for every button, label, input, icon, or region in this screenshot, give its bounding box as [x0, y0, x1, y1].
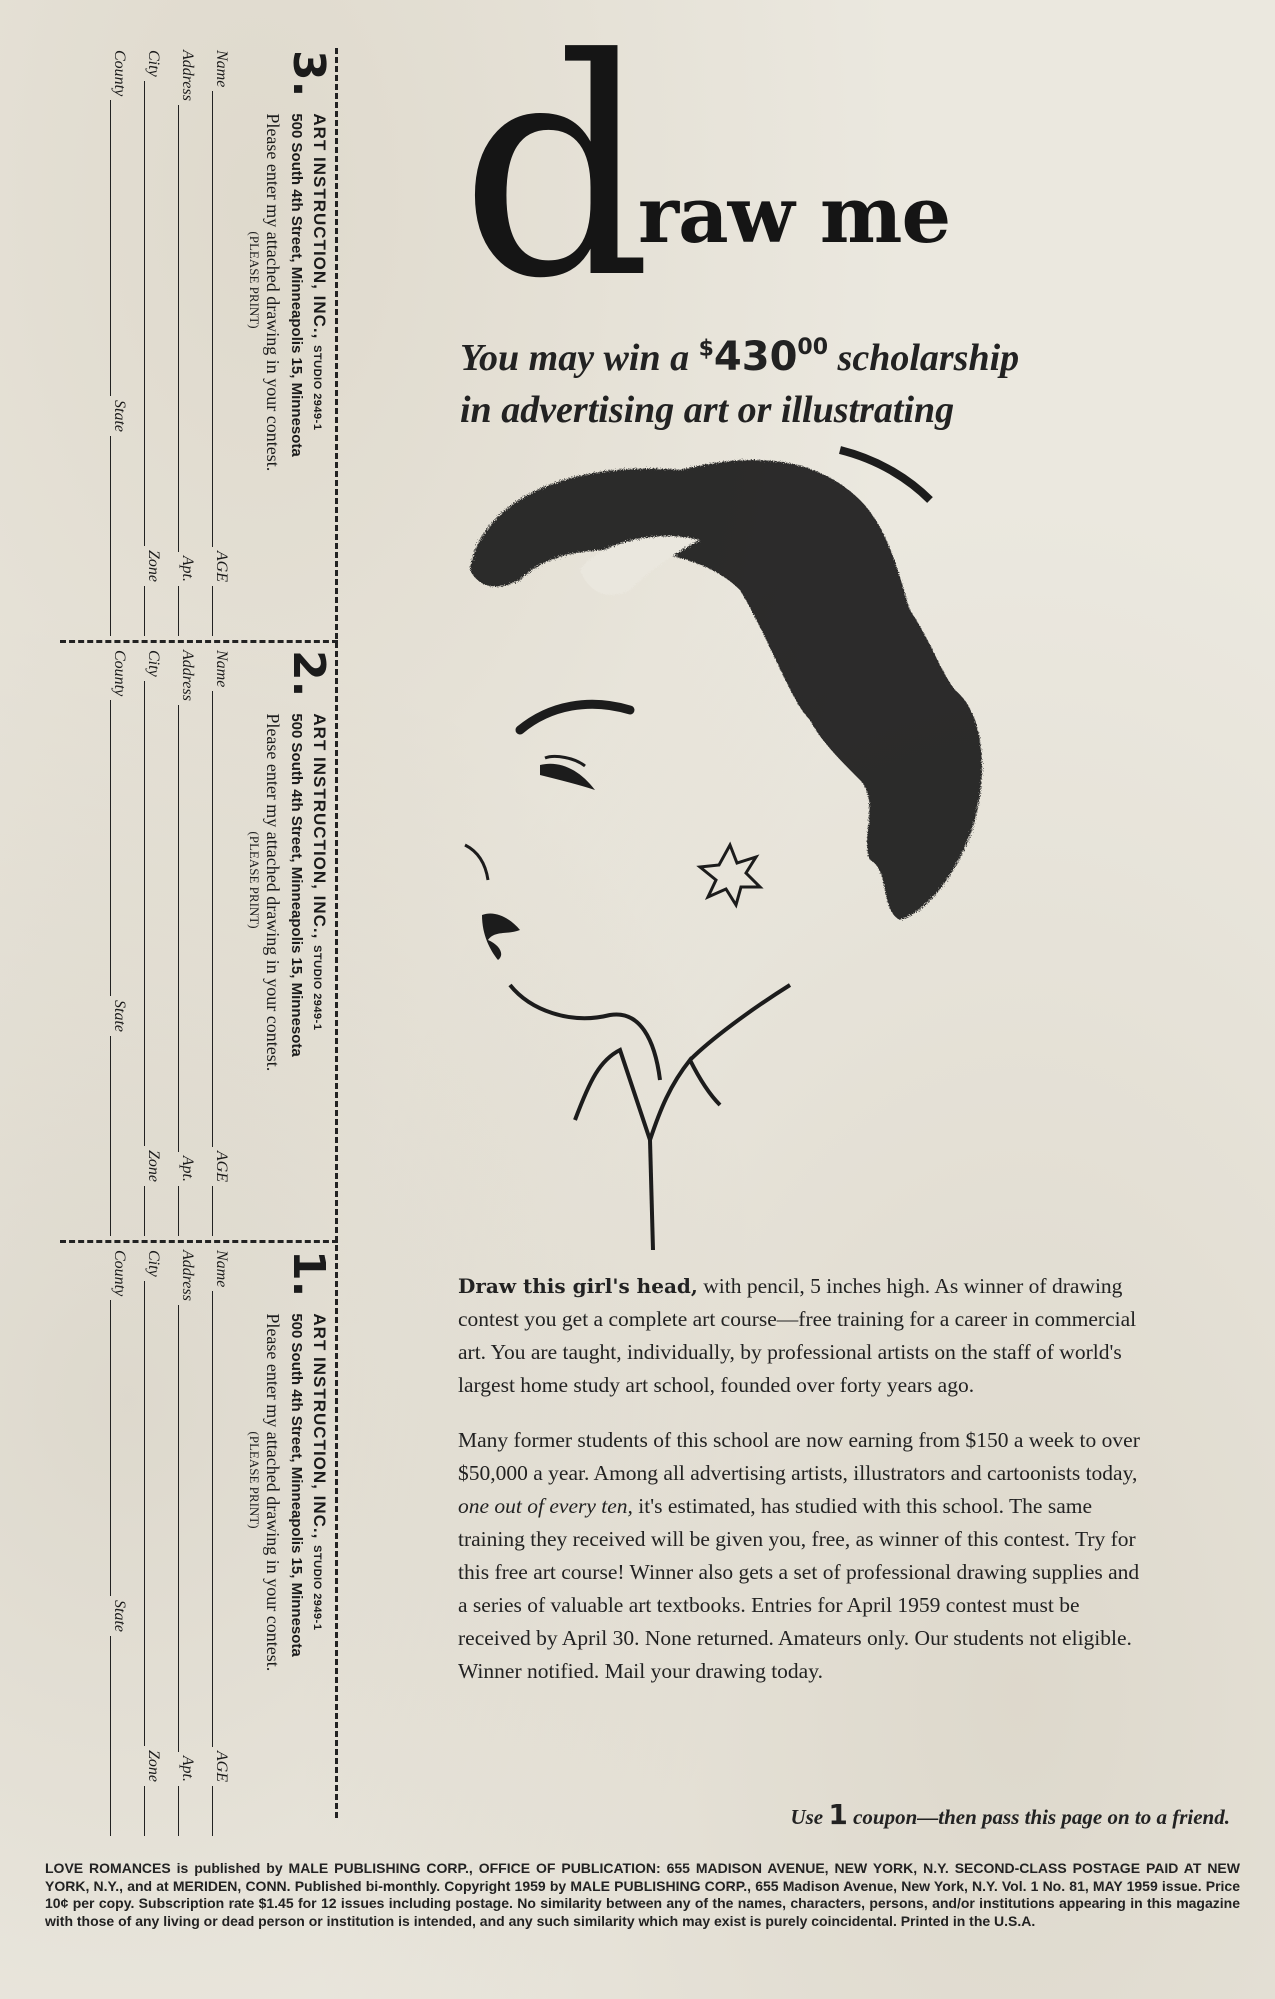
- hair-strand: [840, 450, 930, 500]
- studio-code: STUDIO 2949-1: [311, 345, 323, 431]
- city-field[interactable]: [144, 81, 163, 546]
- state-label: State: [111, 1000, 128, 1032]
- collar-line: [690, 985, 790, 1060]
- eye: [540, 764, 595, 790]
- print-note: (PLEASE PRINT): [247, 1431, 262, 1529]
- neck-center-line: [650, 1140, 653, 1250]
- lips: [482, 913, 520, 960]
- headline: [460, 0, 1240, 344]
- amount-cents: 00: [797, 335, 829, 360]
- paragraph-2: [458, 1424, 1148, 1688]
- address-field[interactable]: [178, 1305, 197, 1752]
- coupon-company: [306, 713, 330, 1071]
- coupon-instruction: Please enter my attached drawing in your contest.: [263, 1313, 283, 1672]
- coupon-content: [60, 1250, 334, 1840]
- company-name: ART INSTRUCTION, INC.,: [310, 113, 329, 340]
- address-row: [178, 650, 208, 1240]
- county-row: [110, 50, 140, 640]
- studio-code: STUDIO 2949-1: [311, 945, 323, 1031]
- apt-label: Apt.: [179, 555, 196, 582]
- lead-text: Draw this girl's head,: [458, 1274, 698, 1298]
- name-field[interactable]: [212, 691, 231, 1147]
- name-field[interactable]: [212, 1291, 231, 1747]
- zone-label: Zone: [145, 550, 162, 582]
- subheadline: [460, 322, 1260, 436]
- company-name: ART INSTRUCTION, INC.,: [310, 713, 329, 940]
- state-label: State: [111, 1600, 128, 1632]
- apt-label: Apt.: [179, 1155, 196, 1182]
- cut-line-horizontal: [60, 1240, 338, 1243]
- zone-label: Zone: [145, 1150, 162, 1182]
- use-coupon-number: 1: [828, 1798, 848, 1831]
- zone-field[interactable]: [144, 1186, 163, 1236]
- name-age-row: [212, 650, 242, 1240]
- name-age-row: [212, 1250, 242, 1840]
- city-row: [144, 50, 174, 640]
- print-note: (PLEASE PRINT): [247, 831, 262, 929]
- coupon-company: [306, 1313, 330, 1671]
- age-label: AGE: [213, 550, 230, 582]
- age-field[interactable]: [212, 586, 231, 636]
- amount-value: 430: [713, 334, 798, 380]
- cut-line-vertical: [335, 48, 338, 1818]
- publication-footer: LOVE ROMANCES is published by MALE PUBLISHING CORP., OFFICE OF PUBLICATION: 655 MADISON AVENUE, NEW YORK, N.Y. SECOND-CLASS POSTAGE PAID AT NEW YORK, N.Y., and at MERIDEN, CONN. Published bi-monthly. Copyright 1959 by MALE PUBLISHING CORP., 655 Madison Avenue, New York, N.Y. Vol. 1 No. 81, MAY 1959 issue. Price 10¢ per copy. Subscription rate $1.45 for 12 issues including postage. No similarity between any of the names, characters, persons, and/or institutions appearing in this magazine with those of any living or dead person or institution is intended, and any such similarity which may exist is purely coincidental. Printed in the U.S.A.: [45, 1860, 1240, 1929]
- address-row: [178, 50, 208, 640]
- city-row: [144, 1250, 174, 1840]
- coupon-address: 500 South 4th Street, Minneapolis 15, Minnesota: [288, 713, 305, 1057]
- county-label: County: [111, 50, 128, 97]
- coupon-header: [262, 650, 334, 1240]
- city-field[interactable]: [144, 681, 163, 1146]
- apt-field[interactable]: [178, 1186, 197, 1236]
- city-label: City: [145, 1250, 162, 1277]
- coupon-instruction: Please enter my attached drawing in your contest.: [263, 713, 283, 1072]
- subhead-line-1: [460, 322, 1260, 384]
- address-label: Address: [179, 50, 196, 101]
- city-label: City: [145, 650, 162, 677]
- age-field[interactable]: [212, 1186, 231, 1236]
- use-coupon-pre: Use: [790, 1805, 829, 1829]
- county-label: County: [111, 1250, 128, 1297]
- address-label: Address: [179, 1250, 196, 1301]
- coupon-address: 500 South 4th Street, Minneapolis 15, Minnesota: [288, 1313, 305, 1657]
- coupon-strip: [0, 40, 340, 1830]
- subhead-post: scholarship: [828, 337, 1020, 379]
- paragraph-2-text-b: it's estimated, has studied with this school. The same training they received will be given you, free, as winner of this contest. Try for this free art course! Winner also gets a set of professional drawing supplies and a series of valuable art textbooks. Entries for April 1959 contest must be received by April 30. None returned. Amateurs only. Our students not eligible. Winner notified. Mail your drawing today.: [458, 1494, 1140, 1683]
- city-field[interactable]: [144, 1281, 163, 1746]
- city-label: City: [145, 50, 162, 77]
- use-coupon-note: [790, 1798, 1230, 1831]
- county-row: [110, 650, 140, 1240]
- dollar-sign: $: [698, 336, 714, 362]
- print-note: (PLEASE PRINT): [247, 231, 262, 329]
- paragraph-1: [458, 1270, 1148, 1402]
- headline-big-letter: d: [460, 0, 653, 344]
- earring: [700, 845, 760, 905]
- coupon-content: [60, 650, 334, 1240]
- coupon-number: 2.: [283, 650, 334, 698]
- nose: [465, 845, 488, 880]
- coupon-address: 500 South 4th Street, Minneapolis 15, Minnesota: [288, 113, 305, 457]
- eyebrow: [520, 704, 630, 730]
- studio-code: STUDIO 2949-1: [311, 1545, 323, 1631]
- name-label: Name: [213, 50, 230, 88]
- state-label: State: [111, 400, 128, 432]
- coupon-company: [306, 113, 330, 471]
- zone-field[interactable]: [144, 586, 163, 636]
- company-name: ART INSTRUCTION, INC.,: [310, 1313, 329, 1540]
- subhead-pre: You may win a: [460, 337, 699, 379]
- city-row: [144, 650, 174, 1240]
- paragraph-1-text: with pencil, 5 inches high. As winner of drawing contest you get a complete art course—free training for a career in commercial art. You are taught, individually, by professional artists on the staff of world's largest home study art school, founded over forty years ago.: [458, 1274, 1137, 1397]
- name-label: Name: [213, 650, 230, 688]
- county-row: [110, 1250, 140, 1840]
- zone-field[interactable]: [144, 1786, 163, 1836]
- county-label: County: [111, 650, 128, 697]
- subhead-line-2: in advertising art or illustrating: [460, 389, 955, 431]
- name-age-row: [212, 50, 242, 640]
- paragraph-2-text-a: Many former students of this school are now earning from $150 a week to over $50,000 a year. Among all advertising artists, illustrators and cartoonists today,: [458, 1428, 1140, 1485]
- apt-label: Apt.: [179, 1755, 196, 1782]
- coupon-header: [262, 1250, 334, 1840]
- age-field[interactable]: [212, 1786, 231, 1836]
- chin-line: [510, 985, 660, 1080]
- county-field[interactable]: [110, 100, 129, 396]
- neck-lines: [575, 1050, 720, 1140]
- state-field[interactable]: [110, 1036, 129, 1236]
- zone-label: Zone: [145, 1750, 162, 1782]
- address-label: Address: [179, 650, 196, 701]
- coupon-header: [262, 50, 334, 640]
- age-label: AGE: [213, 1750, 230, 1782]
- body-copy: [458, 1270, 1148, 1710]
- apt-field[interactable]: [178, 1786, 197, 1836]
- address-row: [178, 1250, 208, 1840]
- address-field[interactable]: [178, 705, 197, 1152]
- paragraph-2-emphasis: one out of every ten,: [458, 1494, 633, 1518]
- county-field[interactable]: [110, 1300, 129, 1596]
- state-field[interactable]: [110, 1636, 129, 1836]
- age-label: AGE: [213, 1150, 230, 1182]
- scholarship-amount: [699, 334, 828, 380]
- coupon-instruction: Please enter my attached drawing in your contest.: [263, 113, 283, 472]
- cut-line-horizontal: [60, 640, 338, 643]
- state-field[interactable]: [110, 436, 129, 636]
- use-coupon-post: coupon—then pass this page on to a friend.: [847, 1805, 1230, 1829]
- coupon-number: 3.: [283, 50, 334, 98]
- apt-field[interactable]: [178, 586, 197, 636]
- coupon-content: [60, 50, 334, 640]
- coupon-number: 1.: [283, 1250, 334, 1298]
- name-label: Name: [213, 1250, 230, 1288]
- girl-head-illustration: [460, 440, 1120, 1270]
- name-field[interactable]: [212, 91, 231, 547]
- headline-rest: raw me: [638, 170, 951, 261]
- county-field[interactable]: [110, 700, 129, 996]
- address-field[interactable]: [178, 105, 197, 552]
